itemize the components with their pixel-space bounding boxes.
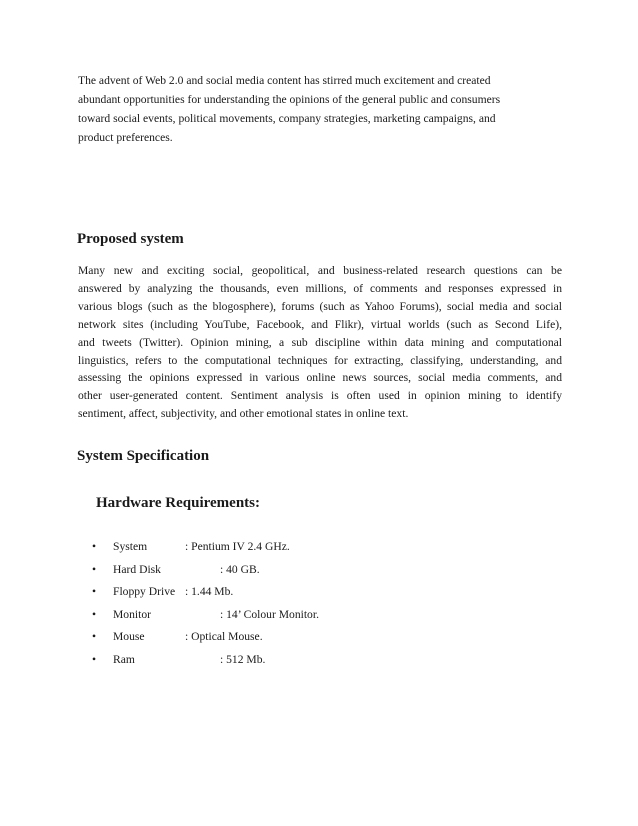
proposed-system-heading: Proposed system [77, 231, 184, 247]
intro-paragraph [78, 71, 528, 147]
system-specification-heading: System Specification [77, 448, 210, 464]
bullet-icon: • [92, 585, 97, 599]
requirement-label: Floppy Drive [113, 585, 176, 599]
intro-line: abundant opportunities for understanding the opinions of the general public and consumers [78, 93, 501, 106]
paragraph-line: network sites (including YouTube, Facebook, and Flikr), virtual worlds (such as Second Life), [78, 317, 562, 331]
bullet-icon: • [92, 630, 97, 644]
requirement-value: : Optical Mouse. [185, 630, 263, 644]
paragraph-line: sentiment, affect, subjectivity, and other emotional states in online text. [78, 407, 409, 421]
paragraph-line: linguistics, refers to the computational techniques for extracting, classifying, understanding, and [78, 353, 562, 367]
bullet-icon: • [92, 652, 97, 666]
intro-line: product preferences. [78, 131, 173, 144]
intro-line: The advent of Web 2.0 and social media content has stirred much excitement and created [78, 74, 491, 87]
paragraph-line: other user-generated content. Sentiment analysis is often used in opinion mining to identify [78, 389, 562, 403]
hardware-requirements-heading: Hardware Requirements: [96, 495, 261, 511]
paragraph-line: answered by analyzing the thousands, even millions, of comments and responses expressed in [78, 281, 562, 295]
requirement-label: Mouse [113, 630, 145, 644]
paragraph-line: and tweets (Twitter). Opinion mining, a sub discipline within data mining and computational [78, 335, 562, 349]
bullet-icon: • [92, 540, 97, 553]
requirement-value: : 512 Mb. [220, 652, 266, 666]
requirement-label: Monitor [113, 607, 152, 621]
bullet-icon: • [92, 607, 97, 621]
intro-line: toward social events, political movements, company strategies, marketing campaigns, and [78, 112, 496, 125]
requirement-value: : 14’ Colour Monitor. [220, 607, 319, 621]
paragraph-line: Many new and exciting social, geopolitical, and business-related research questions can be [78, 264, 562, 277]
requirement-value: : Pentium IV 2.4 GHz. [185, 540, 290, 553]
requirement-label: System [113, 540, 148, 553]
requirement-label: Ram [113, 652, 135, 666]
paragraph-line: various blogs (such as the blogosphere), forums (such as Yahoo Forums), social media and social [78, 299, 562, 313]
paragraph-line: assessing the opinions expressed in various online news sources, social media comments, and [78, 371, 562, 385]
requirement-value: : 40 GB. [220, 562, 260, 576]
requirement-value: : 1.44 Mb. [185, 585, 234, 599]
bullet-icon: • [92, 562, 97, 576]
requirement-label: Hard Disk [113, 562, 161, 576]
proposed-system-paragraph [78, 262, 562, 423]
